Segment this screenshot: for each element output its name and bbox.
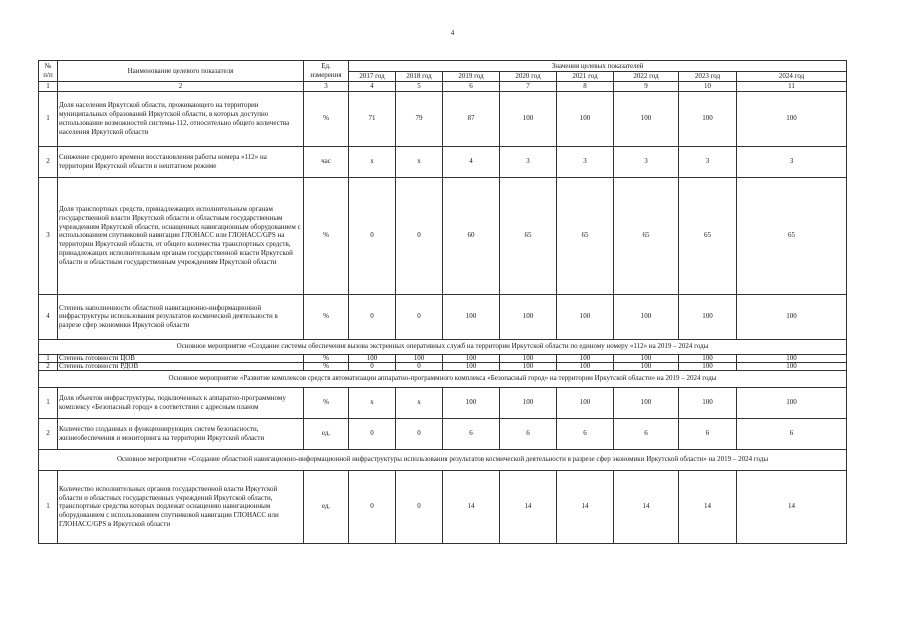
table-row bbox=[39, 294, 847, 339]
value-cell: 100 bbox=[500, 387, 557, 418]
row-number: 2 bbox=[39, 362, 58, 370]
table-row bbox=[39, 146, 847, 177]
value-cell: 0 bbox=[396, 470, 443, 543]
value-cell: 100 bbox=[679, 387, 737, 418]
table-row bbox=[39, 354, 847, 362]
value-cell: 14 bbox=[679, 470, 737, 543]
column-number: 2 bbox=[58, 82, 304, 92]
value-cell: 65 bbox=[557, 177, 614, 294]
value-cell: 100 bbox=[679, 362, 737, 370]
row-number: 1 bbox=[39, 354, 58, 362]
value-cell: 14 bbox=[500, 470, 557, 543]
value-cell: 100 bbox=[679, 91, 737, 146]
row-number: 1 bbox=[39, 470, 58, 543]
value-cell: 3 bbox=[679, 146, 737, 177]
value-cell: 71 bbox=[349, 91, 396, 146]
value-cell: х bbox=[349, 387, 396, 418]
unit-cell: % bbox=[304, 177, 349, 294]
column-number: 4 bbox=[349, 82, 396, 92]
value-cell: 14 bbox=[443, 470, 500, 543]
row-number: 2 bbox=[39, 418, 58, 449]
indicator-name: Степень готовности ЦОВ bbox=[58, 354, 304, 362]
column-number: 9 bbox=[614, 82, 679, 92]
value-cell: 3 bbox=[737, 146, 847, 177]
value-cell: 100 bbox=[557, 387, 614, 418]
section-row bbox=[39, 449, 847, 470]
column-number: 6 bbox=[443, 82, 500, 92]
column-numbers-row bbox=[39, 82, 847, 92]
value-cell: 0 bbox=[349, 294, 396, 339]
indicator-name: Доля транспортных средств, принадлежащих исполнительным органам государственной власти Иркутской области и областным государственным учреждениям Иркутской области, оснащенных навигационным оборудованием с использованием спутниковой навигации ГЛОНАСС или ГЛОНАСС/GPS на территории Иркутской области, от общего количества транспортных средств, принадлежащих исполнительным органам государственной власти Иркутской области и областным государственным учреждениям Иркутской области bbox=[58, 177, 304, 294]
row-number: 1 bbox=[39, 387, 58, 418]
value-cell: 100 bbox=[679, 294, 737, 339]
unit-cell: ед. bbox=[304, 418, 349, 449]
header-values-title: Значения целевых показателей bbox=[349, 61, 847, 72]
row-number: 1 bbox=[39, 91, 58, 146]
value-cell: 100 bbox=[737, 294, 847, 339]
unit-cell: % bbox=[304, 362, 349, 370]
value-cell: 87 bbox=[443, 91, 500, 146]
value-cell: 0 bbox=[349, 470, 396, 543]
section-row bbox=[39, 370, 847, 387]
header-year: 2020 год bbox=[500, 72, 557, 82]
header-number: № п/п bbox=[39, 61, 58, 82]
value-cell: 100 bbox=[500, 91, 557, 146]
value-cell: х bbox=[396, 146, 443, 177]
section-title: Основное мероприятие «Создание областной навигационно-информационной инфраструктуры использования результатов космической деятельности в разрезе сфер экономики Иркутской области» на 2019 – 2024 годы bbox=[39, 449, 847, 470]
header-year: 2023 год bbox=[679, 72, 737, 82]
section-row bbox=[39, 339, 847, 354]
section-title: Основное мероприятие «Развитие комплексов средств автоматизации аппаратно-программного комплекса «Безопасный город» на территории Иркутской области» на 2019 – 2024 годы bbox=[39, 370, 847, 387]
value-cell: 100 bbox=[500, 362, 557, 370]
value-cell: 100 bbox=[737, 387, 847, 418]
value-cell: 4 bbox=[443, 146, 500, 177]
value-cell: 65 bbox=[679, 177, 737, 294]
column-number: 3 bbox=[304, 82, 349, 92]
value-cell: 100 bbox=[500, 294, 557, 339]
column-number: 10 bbox=[679, 82, 737, 92]
value-cell: 6 bbox=[443, 418, 500, 449]
value-cell: 3 bbox=[500, 146, 557, 177]
value-cell: 6 bbox=[500, 418, 557, 449]
section-title: Основное мероприятие «Создание системы обеспечения вызова экстренных оперативных служб на территории Иркутской области по единому номеру «112» на 2019 – 2024 годы bbox=[39, 339, 847, 354]
value-cell: 0 bbox=[349, 362, 396, 370]
value-cell: 6 bbox=[737, 418, 847, 449]
header-year: 2022 год bbox=[614, 72, 679, 82]
page-number: 4 bbox=[450, 29, 455, 37]
column-number: 8 bbox=[557, 82, 614, 92]
table-row bbox=[39, 470, 847, 543]
indicator-name: Снижение среднего времени восстановления работы номера «112» на территории Иркутской области в нештатном режиме bbox=[58, 146, 304, 177]
unit-cell: % bbox=[304, 387, 349, 418]
value-cell: 3 bbox=[557, 146, 614, 177]
value-cell: 100 bbox=[443, 354, 500, 362]
value-cell: 0 bbox=[349, 177, 396, 294]
value-cell: 100 bbox=[614, 91, 679, 146]
value-cell: 100 bbox=[557, 362, 614, 370]
header-year: 2024 год bbox=[737, 72, 847, 82]
value-cell: 60 bbox=[443, 177, 500, 294]
indicator-name: Доля населения Иркутской области, проживающего на территории муниципальных образований Иркутской области, в которых доступно использование возможностей системы-112, относительно общего количества населения Иркутской области bbox=[58, 91, 304, 146]
unit-cell: % bbox=[304, 354, 349, 362]
value-cell: 14 bbox=[614, 470, 679, 543]
table-row bbox=[39, 418, 847, 449]
value-cell: 0 bbox=[396, 418, 443, 449]
value-cell: 100 bbox=[557, 354, 614, 362]
value-cell: 100 bbox=[557, 91, 614, 146]
value-cell: 6 bbox=[614, 418, 679, 449]
column-number: 7 bbox=[500, 82, 557, 92]
value-cell: 100 bbox=[737, 354, 847, 362]
header-unit: Ед. измерения bbox=[304, 61, 349, 82]
value-cell: 100 bbox=[614, 362, 679, 370]
indicator-name: Количество исполнительных органов государственной власти Иркутской области и областных государственных учреждений Иркутской области, транспортные средства которых подлежат оснащению навигационным оборудованием с использованием спутниковой навигации ГЛОНАСС или ГЛОНАСС/GPS в Иркутской области bbox=[58, 470, 304, 543]
value-cell: 100 bbox=[443, 362, 500, 370]
indicator-name: Количество созданных и функционирующих систем безопасности, жизнеобеспечения и мониторинга на территории Иркутской области bbox=[58, 418, 304, 449]
unit-cell: % bbox=[304, 91, 349, 146]
value-cell: 0 bbox=[349, 418, 396, 449]
value-cell: 100 bbox=[614, 354, 679, 362]
indicator-name: Степень наполненности областной навигационно-информационной инфраструктуры использования результатов космической деятельности в разрезе сфер экономики Иркутской области bbox=[58, 294, 304, 339]
value-cell: 6 bbox=[557, 418, 614, 449]
value-cell: 100 bbox=[614, 387, 679, 418]
value-cell: 100 bbox=[500, 354, 557, 362]
value-cell: 100 bbox=[737, 91, 847, 146]
value-cell: 79 bbox=[396, 91, 443, 146]
row-number: 3 bbox=[39, 177, 58, 294]
header-name: Наименование целевого показателя bbox=[58, 61, 304, 82]
table-row bbox=[39, 362, 847, 370]
unit-cell: ед. bbox=[304, 470, 349, 543]
value-cell: 100 bbox=[614, 294, 679, 339]
indicator-name: Доля объектов инфраструктуры, подключенных к аппаратно-программному комплексу «Безопасный город» в соответствии с адресным планом bbox=[58, 387, 304, 418]
value-cell: 0 bbox=[396, 362, 443, 370]
unit-cell: % bbox=[304, 294, 349, 339]
value-cell: 100 bbox=[443, 294, 500, 339]
value-cell: х bbox=[396, 387, 443, 418]
header-year: 2021 год bbox=[557, 72, 614, 82]
value-cell: 6 bbox=[679, 418, 737, 449]
row-number: 2 bbox=[39, 146, 58, 177]
value-cell: 100 bbox=[679, 354, 737, 362]
table-row bbox=[39, 91, 847, 146]
header-row bbox=[39, 61, 847, 72]
value-cell: 65 bbox=[500, 177, 557, 294]
column-number: 1 bbox=[39, 82, 58, 92]
header-year: 2017 год bbox=[349, 72, 396, 82]
value-cell: 3 bbox=[614, 146, 679, 177]
header-year: 2018 год bbox=[396, 72, 443, 82]
table-row bbox=[39, 177, 847, 294]
value-cell: 100 bbox=[443, 387, 500, 418]
unit-cell: час bbox=[304, 146, 349, 177]
value-cell: 65 bbox=[737, 177, 847, 294]
column-number: 11 bbox=[737, 82, 847, 92]
value-cell: 100 bbox=[557, 294, 614, 339]
value-cell: 100 bbox=[396, 354, 443, 362]
value-cell: 14 bbox=[737, 470, 847, 543]
value-cell: 0 bbox=[396, 177, 443, 294]
header-year: 2019 год bbox=[443, 72, 500, 82]
value-cell: 65 bbox=[614, 177, 679, 294]
row-number: 4 bbox=[39, 294, 58, 339]
value-cell: х bbox=[349, 146, 396, 177]
table-row bbox=[39, 387, 847, 418]
value-cell: 14 bbox=[557, 470, 614, 543]
value-cell: 0 bbox=[396, 294, 443, 339]
value-cell: 100 bbox=[349, 354, 396, 362]
value-cell: 100 bbox=[737, 362, 847, 370]
target-indicators-table bbox=[38, 60, 847, 544]
column-number: 5 bbox=[396, 82, 443, 92]
indicator-name: Степень готовности РДОВ bbox=[58, 362, 304, 370]
